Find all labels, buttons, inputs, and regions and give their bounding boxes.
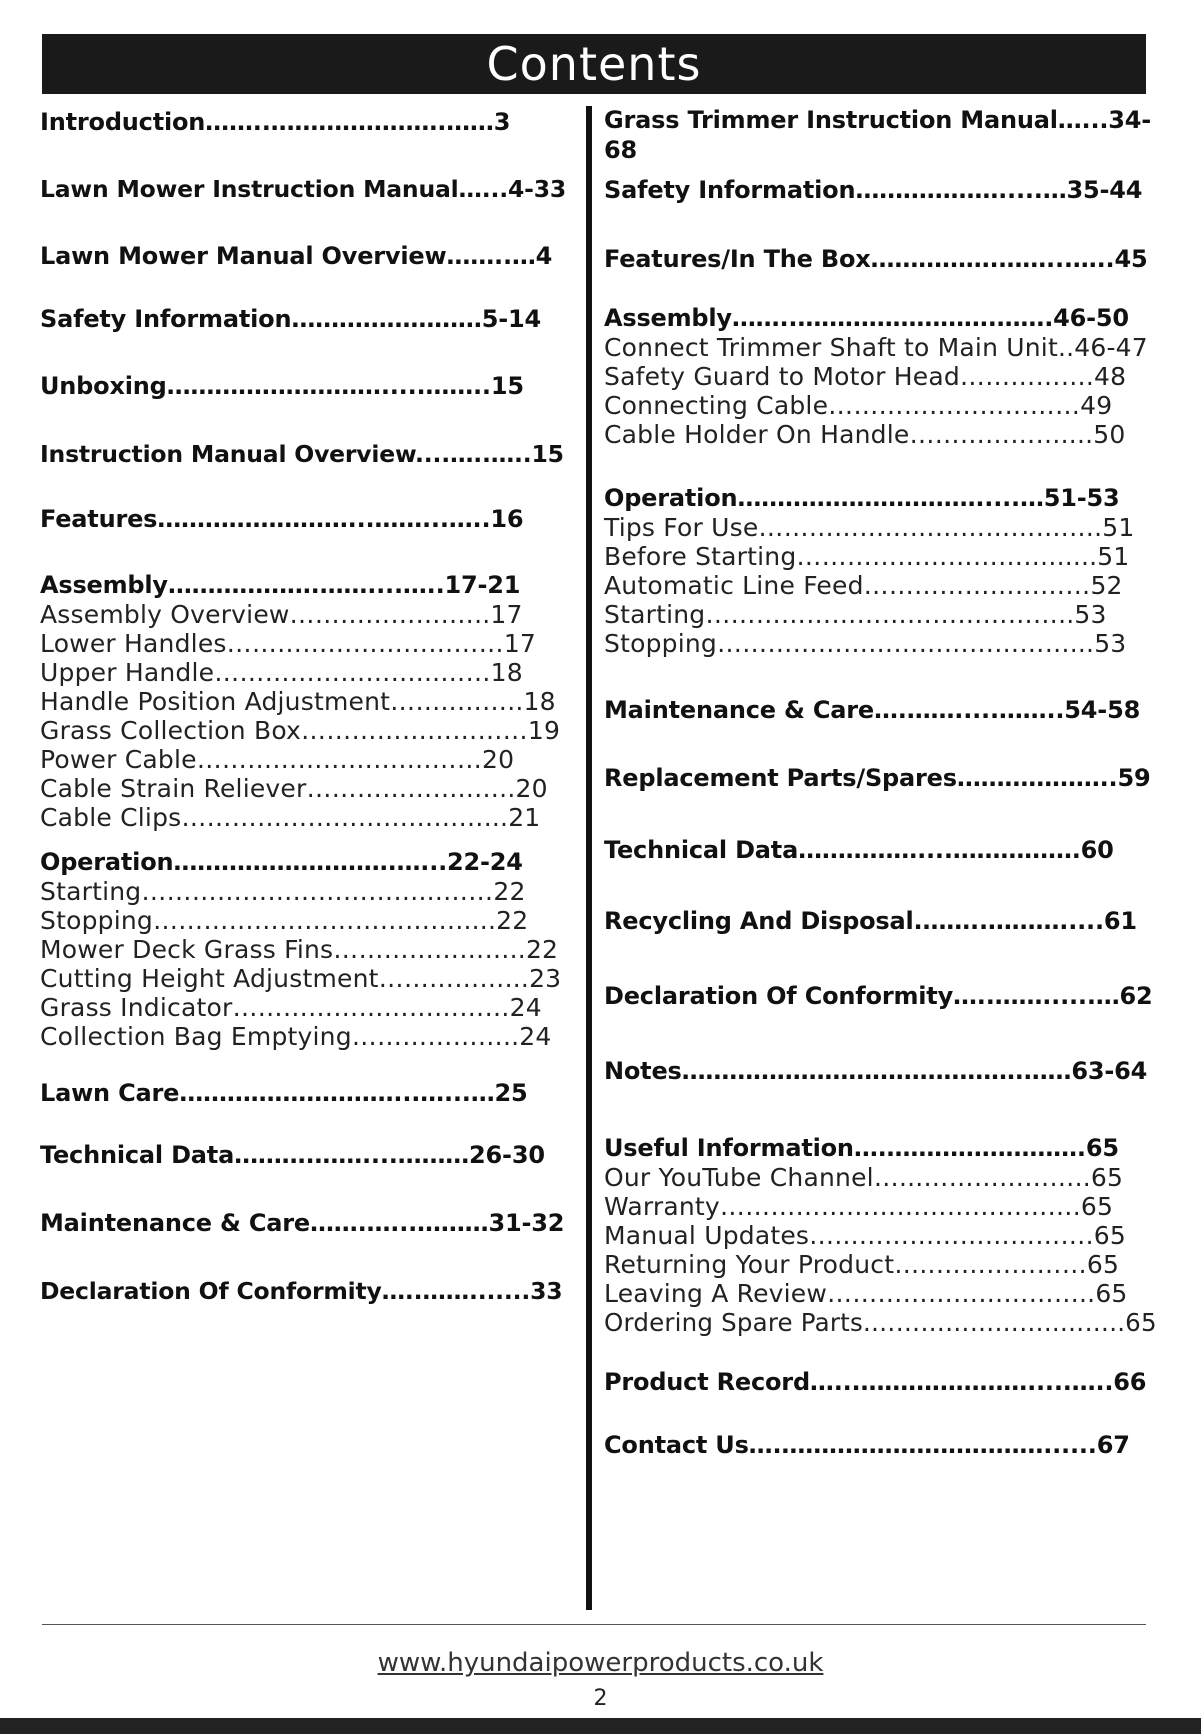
toc-subentry: Grass Indicator……………………………24	[40, 993, 542, 1022]
toc-section-heading: Safety Information……………………5-14	[40, 305, 541, 333]
toc-subentry: Collection Bag Emptying………………..24	[40, 1022, 552, 1051]
toc-subentry: Ordering Spare Parts.…………………..……..65	[604, 1308, 1157, 1337]
page-title: Contents	[486, 37, 702, 91]
toc-section-heading: Lawn Care………………………...…...…25	[40, 1079, 528, 1107]
bottom-band	[0, 1718, 1201, 1734]
toc-section-heading: Product Record…...………………….....…..66	[604, 1368, 1147, 1396]
toc-section-heading: Maintenance & Care…….…...………31-32	[40, 1209, 565, 1237]
toc-subentry: Lower Handles……………………………17	[40, 629, 537, 658]
toc-subentry: Mower Deck Grass Fins…………………..22	[40, 935, 559, 964]
toc-subentry: Power Cable……………………….……20	[40, 745, 515, 774]
toc-section-heading: Replacement Parts/Spares………………..59	[604, 764, 1151, 792]
toc-subentry: Warranty…………………………………….65	[604, 1192, 1114, 1221]
toc-section-heading: Unboxing……………………….....……..15	[40, 372, 524, 400]
toc-section-heading: Declaration Of Conformity…..……......…62	[604, 982, 1153, 1010]
toc-section-heading: Instruction Manual Overview....…..…..15	[40, 440, 564, 468]
toc-section-heading: Notes…………………………………….……63-64	[604, 1057, 1148, 1085]
toc-section-heading: Recycling And Disposal.……..……….....61	[604, 907, 1137, 935]
toc-section-heading: Features……………………...……...…..16	[40, 505, 524, 533]
toc-subentry: Starting……………………………………..53	[604, 600, 1107, 629]
toc-subentry: Cable Strain Reliever………………..…..20	[40, 774, 548, 803]
toc-subentry: Handle Position Adjustment……..……..18	[40, 687, 556, 716]
toc-section-heading: Assembly……………….……....…..17-21	[40, 571, 521, 599]
contents-title-bar	[42, 34, 1146, 94]
toc-section-heading: 68	[604, 136, 637, 164]
toc-subentry: Cable Clips………………………………...21	[40, 803, 541, 832]
toc-subentry: Leaving A Review…………………………..65	[604, 1279, 1128, 1308]
toc-subentry: Starting……………………………...……22	[40, 877, 526, 906]
column-divider	[586, 106, 592, 1610]
toc-section-heading: Contact Us….……………………………......67	[604, 1431, 1130, 1459]
toc-subentry: Cutting Height Adjustment……………...23	[40, 964, 562, 993]
toc-section-heading: Lawn Mower Manual Overview……..…4	[40, 242, 553, 270]
toc-subentry: Manual Updates…...……………………….65	[604, 1221, 1126, 1250]
toc-subentry: Stopping……………………………………...53	[604, 629, 1127, 658]
toc-section-heading: Technical Data……….……....………26-30	[40, 1141, 545, 1169]
toc-section-heading: Introduction……..………………….……3	[40, 108, 511, 136]
footer-rule	[42, 1624, 1146, 1625]
toc-section-heading: Declaration Of Conformity…..…….......33	[40, 1277, 563, 1305]
toc-subentry: Upper Handle……………………...……18	[40, 658, 523, 687]
toc-section-heading: Maintenance & Care….…….....……..54-58	[604, 696, 1141, 724]
toc-subentry: Connecting Cable…………………………49	[604, 391, 1113, 420]
toc-subentry: Automatic Line Feed………………………52	[604, 571, 1123, 600]
toc-section-heading: Useful Information….…………………….65	[604, 1134, 1119, 1162]
toc-section-heading: Lawn Mower Instruction Manual…...4-33	[40, 175, 566, 203]
toc-section-heading: Safety Information……………….....…35-44	[604, 176, 1143, 204]
toc-section-heading: Features/In The Box…………….……...…..45	[604, 245, 1148, 273]
toc-subentry: Before Starting…………………………......51	[604, 542, 1130, 571]
toc-subentry: Connect Trimmer Shaft to Main Unit..46-47	[604, 333, 1148, 362]
toc-section-heading: Operation……………………….…...22-24	[40, 848, 523, 876]
toc-subentry: Our YouTube Channel…...………………..65	[604, 1163, 1124, 1192]
toc-subentry: Grass Collection Box………………………19	[40, 716, 561, 745]
toc-section-heading: Technical Data……………....…………….60	[604, 836, 1114, 864]
toc-subentry: Tips For Use……………………………….….51	[604, 513, 1135, 542]
toc-section-heading: Assembly……..…………………….…….46-50	[604, 304, 1129, 332]
toc-section-heading: Grass Trimmer Instruction Manual…...34-	[604, 106, 1152, 134]
website-link[interactable]: www.hyundaipowerproducts.co.uk	[377, 1648, 824, 1678]
toc-subentry: Stopping……………………………….....22	[40, 906, 529, 935]
toc-subentry: Safety Guard to Motor Head…………….48	[604, 362, 1127, 391]
toc-subentry: Returning Your Product…..………………65	[604, 1250, 1120, 1279]
toc-subentry: Cable Holder On Handle………………....50	[604, 420, 1126, 449]
toc-subentry: Assembly Overview……………….…..17	[40, 600, 523, 629]
page-number: 2	[593, 1686, 608, 1711]
toc-section-heading: Operation………………………….....…51-53	[604, 484, 1120, 512]
